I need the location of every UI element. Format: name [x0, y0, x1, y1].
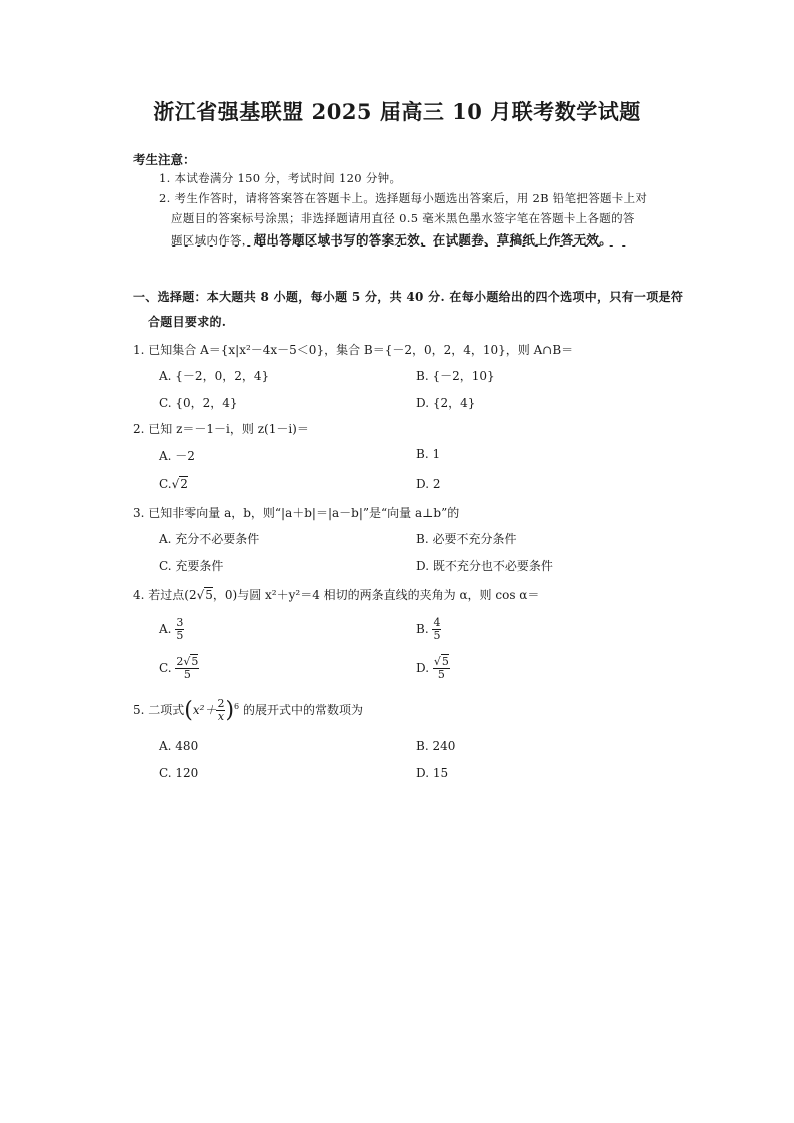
radicand: 5	[441, 655, 449, 668]
numerator: 4	[433, 616, 441, 629]
question-2-option-b: B. 1	[416, 447, 441, 461]
denominator: 5	[183, 668, 191, 681]
notice-plain-text: 题区域内作答，	[171, 233, 254, 247]
numerator: 3	[176, 616, 184, 629]
denominator: x	[217, 710, 225, 723]
fraction	[432, 617, 441, 642]
question-2-option-c	[159, 477, 188, 491]
question-4-option-b	[416, 617, 441, 642]
question-4-option-d	[416, 656, 450, 681]
numerator: √5	[433, 655, 449, 668]
option-label: C.	[159, 477, 172, 491]
denominator: 5	[176, 629, 184, 642]
notice-heading: 考生注意：	[133, 152, 196, 167]
sqrt-expression: √5	[196, 588, 213, 602]
coefficient: 2	[176, 655, 184, 668]
question-4-stem	[133, 586, 539, 603]
section-heading-line-1: 一、选择题：本大题共 8 小题，每小题 5 分，共 40 分. 在每小题给出的四个选项中，只有一项是符	[133, 290, 684, 304]
section-heading-line-2: 合题目要求的.	[148, 315, 227, 329]
denominator: 5	[437, 668, 445, 681]
notice-emphasis-text: 超出答题区域书写的答案无效，在试题卷、草稿纸上作答无效。	[253, 232, 613, 247]
question-1-option-a: A. {－2，0，2，4}	[159, 369, 270, 383]
question-3-option-a: A. 充分不必要条件	[159, 532, 260, 546]
numerator: 2	[217, 697, 225, 710]
fraction	[175, 656, 199, 681]
emphasis-dots	[171, 244, 631, 248]
question-2-option-d: D. 2	[416, 477, 441, 491]
stem-term: x²＋	[192, 703, 217, 717]
option-label: C.	[159, 661, 172, 675]
question-2-stem: 2. 已知 z＝－1－i，则 z(1－i)＝	[133, 422, 309, 436]
radicand: 5	[205, 588, 213, 602]
denominator: 5	[433, 629, 441, 642]
stem-part: 的展开式中的常数项为	[242, 703, 363, 717]
option-label: D.	[416, 661, 430, 675]
question-3-option-b: B. 必要不充分条件	[416, 532, 517, 546]
stem-part: 5. 二项式	[133, 703, 185, 717]
question-1-option-d: D. {2，4}	[416, 396, 476, 410]
stem-part: ，0)与圆 x²＋y²＝4 相切的两条直线的夹角为 α，则 cos α＝	[212, 588, 540, 602]
exponent: 6	[234, 702, 240, 711]
radicand: 5	[191, 655, 199, 668]
question-3-option-d: D. 既不充分也不必要条件	[416, 559, 553, 573]
option-label: B.	[416, 622, 429, 636]
question-4-option-a	[159, 617, 184, 642]
question-1-option-b: B. {－2，10}	[416, 369, 495, 383]
notice-item-2-line-1: 2. 考生作答时，请将答案答在答题卡上。选择题每小题选出答案后，用 2B 铅笔把答题卡上对	[159, 191, 648, 205]
question-5-option-b: B. 240	[416, 739, 456, 753]
left-paren: (	[184, 698, 193, 723]
radicand: 2	[180, 477, 188, 491]
question-5-stem	[133, 698, 363, 723]
right-paren: )	[225, 698, 235, 723]
fraction	[433, 656, 450, 681]
numerator: 2√5	[176, 655, 199, 668]
question-3-option-c: C. 充要条件	[159, 559, 224, 573]
option-label: A.	[159, 622, 172, 636]
sqrt-expression: √2	[171, 477, 188, 491]
question-2-option-a: A. －2	[159, 449, 195, 463]
notice-item-2-line-2: 应题目的答案标号涂黑；非选择题请用直径 0.5 毫米黑色墨水签字笔在答题卡上各题的答	[171, 211, 635, 225]
question-1-option-c: C. {0，2，4}	[159, 396, 238, 410]
question-5-option-a: A. 480	[159, 739, 199, 753]
page-title: 浙江省强基联盟 2025 届高三 10 月联考数学试题	[153, 99, 641, 124]
notice-item-1: 1. 本试卷满分 150 分，考试时间 120 分钟。	[159, 171, 402, 185]
question-3-stem: 3. 已知非零向量 a，b，则“|a＋b|＝|a－b|”是“向量 a⊥b”的	[133, 506, 460, 520]
stem-part: 4. 若过点(2	[133, 588, 197, 602]
question-5-option-d: D. 15	[416, 766, 449, 780]
question-1-stem: 1. 已知集合 A＝{x|x²－4x－5＜0}，集合 B＝{－2，0，2，4，10}，则 A∩B＝	[133, 343, 574, 357]
question-5-option-c: C. 120	[159, 766, 199, 780]
fraction	[175, 617, 184, 642]
question-4-option-c	[159, 656, 199, 681]
